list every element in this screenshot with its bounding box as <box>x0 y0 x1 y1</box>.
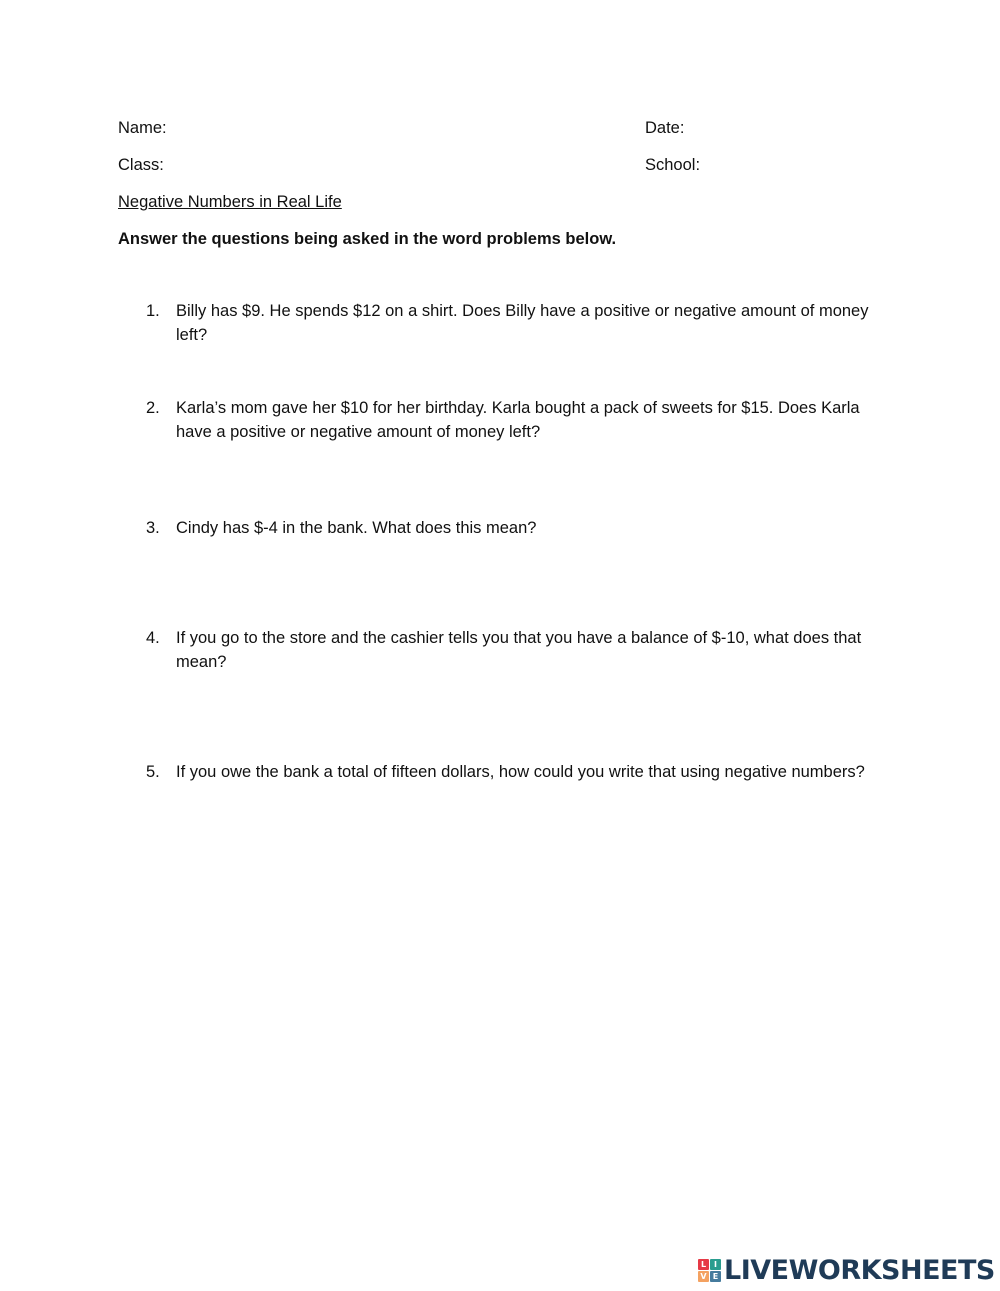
question-text: Billy has $9. He spends $12 on a shirt. Does Billy have a positive or negative amount of money left? <box>176 302 869 344</box>
question-5 <box>146 760 906 784</box>
logo-tile: L <box>698 1259 709 1270</box>
instructions: Answer the questions being asked in the word problems below. <box>118 230 617 248</box>
date-label: Date: <box>645 119 685 137</box>
logo-tile: E <box>710 1271 721 1282</box>
liveworksheets-logo <box>698 1253 995 1287</box>
question-number: 4. <box>146 629 160 647</box>
school-label: School: <box>645 156 701 174</box>
logo-tile: I <box>710 1259 721 1270</box>
worksheet-title: Negative Numbers in Real Life <box>118 193 342 211</box>
logo-wordmark: LIVEWORKSHEETS <box>724 1254 995 1286</box>
name-label: Name: <box>118 119 167 137</box>
question-number: 5. <box>146 763 160 781</box>
question-number: 2. <box>146 399 160 417</box>
question-text: Cindy has $-4 in the bank. What does this mean? <box>176 519 537 537</box>
question-number: 1. <box>146 302 160 320</box>
logo-tile: V <box>698 1271 709 1282</box>
class-label: Class: <box>118 156 164 174</box>
question-text: Karla’s mom gave her $10 for her birthday. Karla bought a pack of sweets for $15. Does Karla have a positive or negative amount of money left? <box>176 399 860 441</box>
logo-tiles-icon <box>698 1259 721 1282</box>
question-text: If you go to the store and the cashier tells you that you have a balance of $-10, what does that mean? <box>176 629 862 671</box>
question-text: If you owe the bank a total of fifteen dollars, how could you write that using negative numbers? <box>176 763 865 781</box>
question-2 <box>146 396 881 444</box>
question-1 <box>146 299 881 347</box>
question-4 <box>146 626 881 674</box>
question-number: 3. <box>146 519 160 537</box>
question-3 <box>146 516 881 540</box>
